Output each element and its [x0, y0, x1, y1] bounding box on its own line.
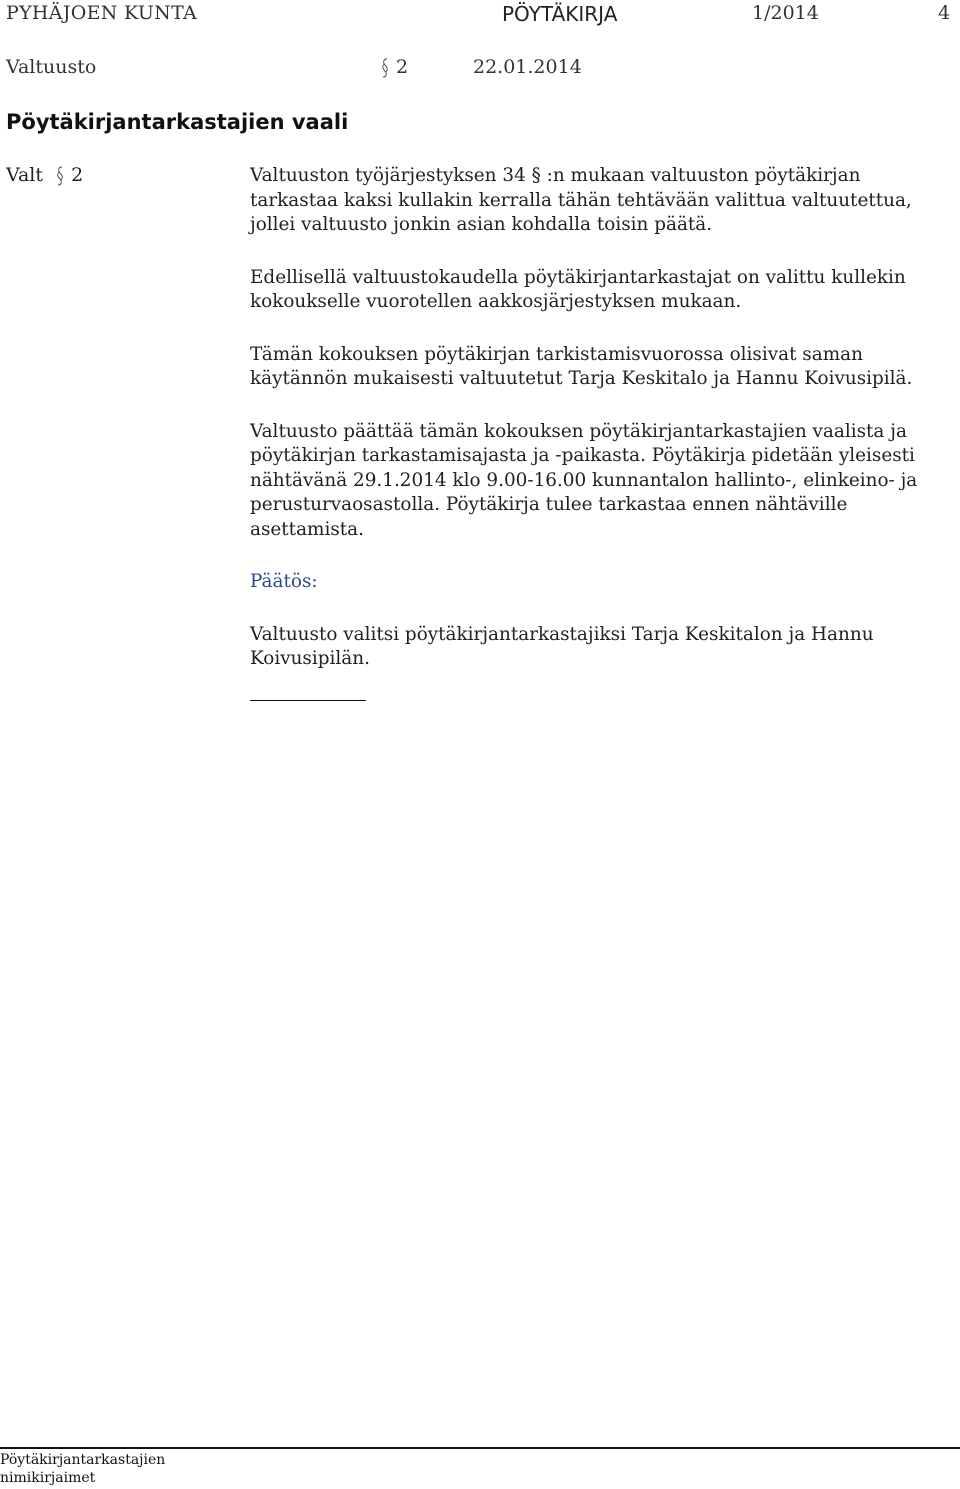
- paragraph: Edellisellä valtuustokaudella pöytäkirjantarkastajat on valittu kullekin kokoukselle vuorotellen aakkosjärjestyksen mukaan.: [250, 266, 906, 312]
- paragraph: Valtuusto päättää tämän kokouksen pöytäkirjantarkastajien vaalista ja pöytäkirjan tarkastamisajasta ja -paikasta. Pöytäkirja pidetään yleisesti nähtävänä 29.1.2014 klo 9.00-16.00 kunnantalon hallinto-, elinkeino- ja perusturvaosastolla. Pöytäkirja tulee tarkastaa ennen nähtäville asettamista.: [250, 420, 918, 540]
- paragraph: Valtuuston työjärjestyksen 34 § :n mukaan valtuuston pöytäkirjan tarkastaa kaksi kullakin kerralla tähän tehtävään valittua valtuutettua, jollei valtuusto jonkin asian kohdalla toisin päätä.: [250, 165, 912, 235]
- footer-divider: [0, 1447, 960, 1449]
- section-sign-icon: [55, 165, 65, 187]
- item-ref-number: 2: [71, 164, 84, 186]
- section-reference: [380, 56, 408, 79]
- section-sign-icon: [380, 57, 390, 79]
- decision-text: Valtuusto valitsi pöytäkirjantarkastajiksi Tarja Keskitalon ja Hannu Koivusipilän.: [250, 623, 874, 669]
- municipality-name: PYHÄJOEN KUNTA: [6, 2, 198, 24]
- organ-name: Valtuusto: [6, 56, 97, 78]
- page-number: 4: [938, 2, 951, 24]
- end-rule: [250, 700, 366, 701]
- document-number: 1/2014: [752, 2, 819, 24]
- section-number: 2: [396, 56, 409, 78]
- decision-label: Päätös:: [250, 571, 318, 592]
- document-type: PÖYTÄKIRJA: [502, 2, 618, 26]
- footer-line-2: nimikirjaimet: [0, 1470, 96, 1486]
- item-ref-label: Valt: [6, 164, 44, 186]
- item-reference: [6, 164, 83, 187]
- document-body: [250, 164, 950, 701]
- footer-initials-label: [0, 1451, 165, 1487]
- footer-line-1: Pöytäkirjantarkastajien: [0, 1452, 166, 1468]
- page-title: Pöytäkirjantarkastajien vaali: [6, 110, 349, 134]
- paragraph: Tämän kokouksen pöytäkirjan tarkistamisvuorossa olisivat saman käytännön mukaisesti valtuutetut Tarja Keskitalo ja Hannu Koivusipilä.: [250, 343, 913, 389]
- meeting-date: 22.01.2014: [473, 56, 582, 78]
